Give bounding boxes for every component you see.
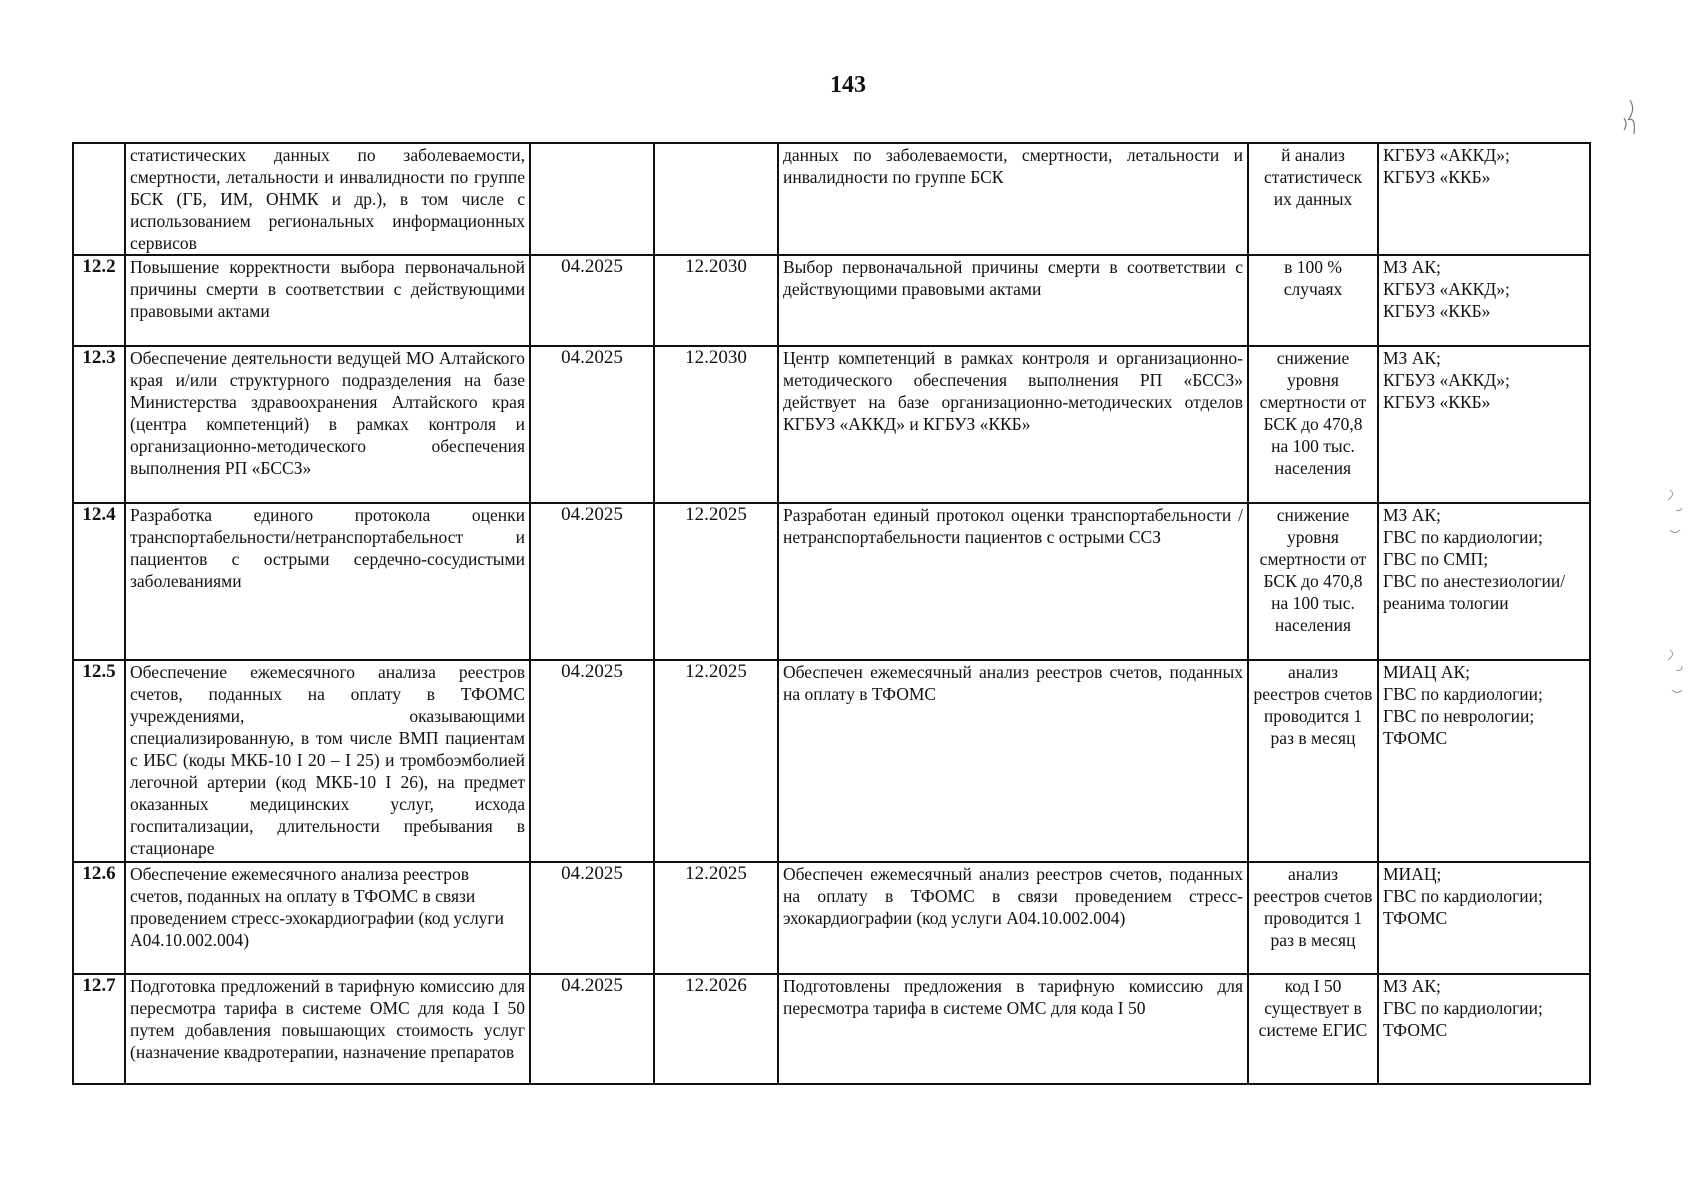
responsible-item: КГБУЗ «ККБ»: [1383, 392, 1491, 412]
responsible-list: [1378, 143, 1590, 255]
margin-mark: [1668, 490, 1682, 533]
end-date: [654, 143, 778, 255]
margin-scan-marks: [1590, 90, 1690, 790]
responsible-list: [1378, 660, 1590, 862]
row-number: 12.2: [73, 255, 125, 346]
indicator-text: анализ реестров счетов проводится 1 раз в месяц: [1248, 660, 1378, 862]
start-date: 04.2025: [530, 255, 654, 346]
indicator-text: й анализ статистическ их данных: [1248, 143, 1378, 255]
measure-text: Обеспечение ежемесячного анализа реестров счетов, поданных на оплату в ТФОМС учреждениями, оказывающими специализированную, в том числе ВМП пациентам с ИБС (коды МКБ-10 I 20 – I 25) и тромбоэмболией легочной артерии (код МКБ-10 I 26), на предмет оказанных медицинских услуг, исхода госпитализации, длительности пребывания в стационаре: [125, 660, 530, 862]
responsible-list: [1378, 974, 1590, 1084]
result-text: Выбор первоначальной причины смерти в соответствии с действующими правовыми актами: [778, 255, 1248, 346]
row-number: 12.3: [73, 346, 125, 503]
responsible-list: [1378, 503, 1590, 660]
result-text: данных по заболеваемости, смертности, летальности и инвалидности по группе БСК: [778, 143, 1248, 255]
responsible-item: ТФОМС: [1383, 908, 1448, 928]
row-number: 12.6: [73, 862, 125, 974]
measure-text: Обеспечение ежемесячного анализа реестров счетов, поданных на оплату в ТФОМС в связи проведением стресс-эхокардиографии (код услуги А04.10.002.004): [125, 862, 530, 974]
page-number: 143: [830, 72, 866, 98]
indicator-text: анализ реестров счетов проводится 1 раз в месяц: [1248, 862, 1378, 974]
table-row: [73, 660, 1590, 862]
responsible-item: ТФОМС: [1383, 1020, 1448, 1040]
indicator-text: снижение уровня смертности от БСК до 470,8 на 100 тыс. населения: [1248, 346, 1378, 503]
end-date: 12.2025: [654, 660, 778, 862]
margin-mark: [1668, 650, 1682, 693]
end-date: 12.2025: [654, 862, 778, 974]
responsible-item: КГБУЗ «АККД»;: [1383, 145, 1510, 165]
measure-text: Разработка единого протокола оценки транспортабельности/нетранспортабельност и пациентов с острыми сердечно-сосудистыми заболеваниями: [125, 503, 530, 660]
start-date: 04.2025: [530, 862, 654, 974]
start-date: 04.2025: [530, 660, 654, 862]
indicator-text: в 100 % случаях: [1248, 255, 1378, 346]
responsible-item: КГБУЗ «ККБ»: [1383, 301, 1491, 321]
responsible-item: ТФОМС: [1383, 728, 1448, 748]
result-text: Центр компетенций в рамках контроля и организационно-методического обеспечения выполнения РП «БССЗ» действует на базе организационно-методических отделов КГБУЗ «АККД» и КГБУЗ «ККБ»: [778, 346, 1248, 503]
responsible-item: КГБУЗ «АККД»;: [1383, 279, 1510, 299]
measure-text: Подготовка предложений в тарифную комиссию для пересмотра тарифа в системе ОМС для кода I 50 путем добавления повышающих стоимость услуг (назначение квадротерапии, назначение препаратов: [125, 974, 530, 1084]
indicator-text: снижение уровня смертности от БСК до 470,8 на 100 тыс. населения: [1248, 503, 1378, 660]
margin-mark: [1624, 100, 1634, 134]
responsible-item: МИАЦ АК;: [1383, 662, 1471, 682]
row-number: [73, 143, 125, 255]
responsible-list: [1378, 346, 1590, 503]
responsible-item: ГВС по кардиологии;: [1383, 886, 1543, 906]
responsible-item: МЗ АК;: [1383, 976, 1441, 996]
table-row: [73, 862, 1590, 974]
start-date: 04.2025: [530, 503, 654, 660]
table-row: [73, 143, 1590, 255]
table-row: [73, 255, 1590, 346]
responsible-item: МЗ АК;: [1383, 505, 1441, 525]
result-text: Обеспечен ежемесячный анализ реестров счетов, поданных на оплату в ТФОМС: [778, 660, 1248, 862]
measure-text: статистических данных по заболеваемости, смертности, летальности и инвалидности по группе БСК (ГБ, ИМ, ОНМК и др.), в том числе с использованием региональных информационных сервисов: [125, 143, 530, 255]
responsible-list: [1378, 255, 1590, 346]
responsible-item: КГБУЗ «ККБ»: [1383, 167, 1491, 187]
row-number: 12.4: [73, 503, 125, 660]
responsible-item: КГБУЗ «АККД»;: [1383, 370, 1510, 390]
end-date: 12.2030: [654, 346, 778, 503]
table-row: [73, 974, 1590, 1084]
result-text: Обеспечен ежемесячный анализ реестров счетов, поданных на оплату в ТФОМС в связи проведением стресс-эхокардиографии (код услуги А04.10.002.004): [778, 862, 1248, 974]
responsible-item: МЗ АК;: [1383, 257, 1441, 277]
measure-text: Обеспечение деятельности ведущей МО Алтайского края и/или структурного подразделения на базе Министерства здравоохранения Алтайского края (центра компетенций) в рамках контроля и организационно-методического обеспечения выполнения РП «БССЗ»: [125, 346, 530, 503]
start-date: 04.2025: [530, 346, 654, 503]
end-date: 12.2025: [654, 503, 778, 660]
end-date: 12.2026: [654, 974, 778, 1084]
responsible-item: ГВС по анестезиологии/реанима тологии: [1383, 571, 1566, 613]
responsible-item: ГВС по кардиологии;: [1383, 684, 1543, 704]
responsible-item: ГВС по СМП;: [1383, 549, 1489, 569]
result-text: Подготовлены предложения в тарифную комиссию для пересмотра тарифа в системе ОМС для кода I 50: [778, 974, 1248, 1084]
table-row: [73, 346, 1590, 503]
row-number: 12.7: [73, 974, 125, 1084]
end-date: 12.2030: [654, 255, 778, 346]
responsible-item: МЗ АК;: [1383, 348, 1441, 368]
result-text: Разработан единый протокол оценки транспортабельности / нетранспортабельности пациентов с острыми ССЗ: [778, 503, 1248, 660]
indicator-text: код I 50 существует в системе ЕГИС: [1248, 974, 1378, 1084]
responsible-item: МИАЦ;: [1383, 864, 1442, 884]
start-date: 04.2025: [530, 974, 654, 1084]
responsible-item: ГВС по кардиологии;: [1383, 527, 1543, 547]
start-date: [530, 143, 654, 255]
measure-text: Повышение корректности выбора первоначальной причины смерти в соответствии с действующими правовыми актами: [125, 255, 530, 346]
measures-table: [72, 142, 1591, 1085]
table-row: [73, 503, 1590, 660]
responsible-list: [1378, 862, 1590, 974]
responsible-item: ГВС по кардиологии;: [1383, 998, 1543, 1018]
row-number: 12.5: [73, 660, 125, 862]
responsible-item: ГВС по неврологии;: [1383, 706, 1535, 726]
